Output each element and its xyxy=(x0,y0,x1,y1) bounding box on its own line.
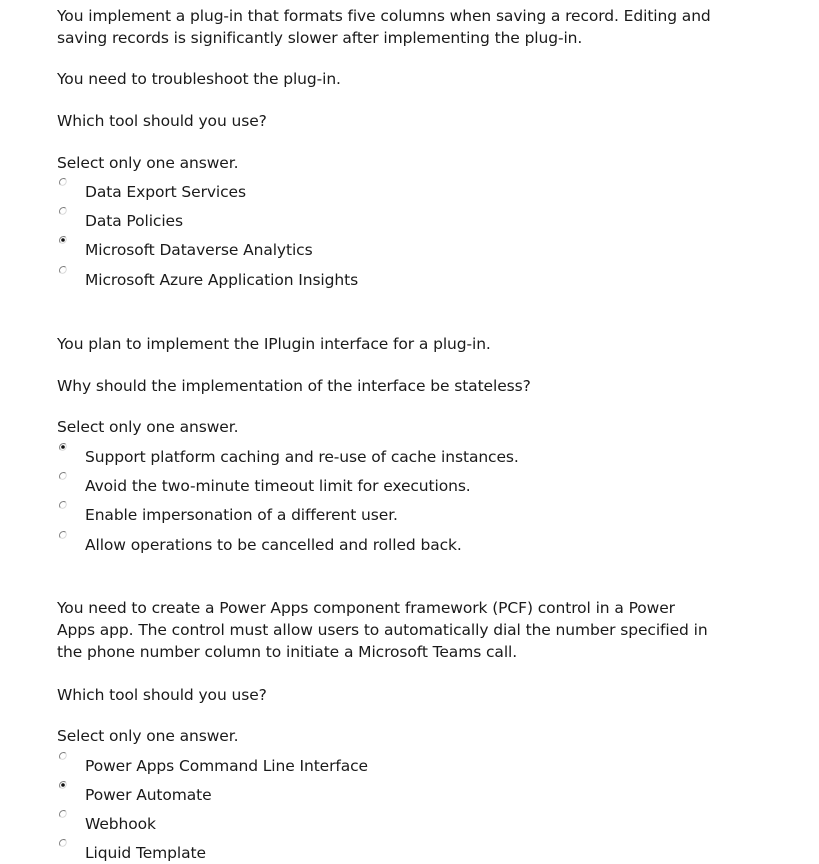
radio-ring-highlight xyxy=(60,473,66,479)
q1-prompt: You implement a plug-in that formats five columns when saving a record. Editing and saving records is significantly slower after implementing the plug-in. xyxy=(57,7,711,47)
radio-dot xyxy=(61,783,65,787)
q1-option[interactable] xyxy=(58,177,658,203)
q3-option[interactable] xyxy=(58,809,658,835)
radio-ring xyxy=(60,811,66,817)
radio-ring xyxy=(60,267,66,273)
radio-dot xyxy=(61,445,65,449)
radio-ring xyxy=(60,753,66,759)
q1-question: Which tool should you use? xyxy=(57,112,267,130)
radio-ring-highlight xyxy=(60,179,66,185)
radio-button[interactable] xyxy=(58,809,68,819)
option-label: Avoid the two-minute timeout limit for executions. xyxy=(85,477,471,495)
radio-ring xyxy=(60,473,66,479)
q2-option[interactable] xyxy=(58,530,658,556)
q1-option[interactable] xyxy=(58,265,658,291)
radio-button[interactable] xyxy=(58,838,68,848)
radio-button[interactable] xyxy=(58,206,68,216)
q2-option[interactable] xyxy=(58,471,658,497)
q1-option[interactable] xyxy=(58,206,658,232)
option-label: Data Policies xyxy=(85,212,183,230)
radio-button[interactable] xyxy=(58,500,68,510)
radio-ring-highlight xyxy=(60,208,66,214)
option-label: Power Automate xyxy=(85,786,212,804)
option-label: Liquid Template xyxy=(85,844,206,862)
option-label: Support platform caching and re-use of cache instances. xyxy=(85,448,519,466)
radio-button[interactable] xyxy=(58,177,68,187)
radio-button[interactable] xyxy=(58,471,68,481)
q3-instruction: Select only one answer. xyxy=(57,727,239,745)
radio-dot xyxy=(61,238,65,242)
radio-ring xyxy=(60,502,66,508)
q2-option[interactable] xyxy=(58,442,658,468)
q2-instruction: Select only one answer. xyxy=(57,418,239,436)
radio-ring-highlight xyxy=(60,753,66,759)
radio-ring xyxy=(60,179,66,185)
radio-ring-highlight xyxy=(60,532,66,538)
q2-option[interactable] xyxy=(58,500,658,526)
radio-ring-highlight xyxy=(60,502,66,508)
option-label: Webhook xyxy=(85,815,156,833)
radio-button[interactable] xyxy=(58,442,68,452)
q2-question: Why should the implementation of the interface be stateless? xyxy=(57,377,531,395)
option-label: Enable impersonation of a different user. xyxy=(85,506,398,524)
q3-option[interactable] xyxy=(58,780,658,806)
option-label: Microsoft Dataverse Analytics xyxy=(85,241,313,259)
q3-question: Which tool should you use? xyxy=(57,686,267,704)
q1-instruction: Select only one answer. xyxy=(57,154,239,172)
q1-task: You need to troubleshoot the plug-in. xyxy=(57,70,341,88)
radio-ring xyxy=(60,532,66,538)
q1-option[interactable] xyxy=(58,235,658,261)
radio-button[interactable] xyxy=(58,751,68,761)
radio-ring-highlight xyxy=(60,267,66,273)
q3-option[interactable] xyxy=(58,751,658,777)
radio-ring xyxy=(60,840,66,846)
option-label: Allow operations to be cancelled and rolled back. xyxy=(85,536,462,554)
q3-prompt: You need to create a Power Apps component framework (PCF) control in a Power Apps app. The control must allow users to automatically dial the number specified in the phone number column to initiate a Microsoft Teams call. xyxy=(57,599,708,661)
radio-button[interactable] xyxy=(58,530,68,540)
q3-option[interactable] xyxy=(58,838,658,864)
radio-ring-highlight xyxy=(60,840,66,846)
option-label: Data Export Services xyxy=(85,183,246,201)
radio-button[interactable] xyxy=(58,235,68,245)
option-label: Microsoft Azure Application Insights xyxy=(85,271,359,289)
radio-ring xyxy=(60,208,66,214)
q2-prompt: You plan to implement the IPlugin interface for a plug-in. xyxy=(57,335,491,353)
option-label: Power Apps Command Line Interface xyxy=(85,757,368,775)
radio-button[interactable] xyxy=(58,265,68,275)
radio-ring-highlight xyxy=(60,811,66,817)
radio-button[interactable] xyxy=(58,780,68,790)
